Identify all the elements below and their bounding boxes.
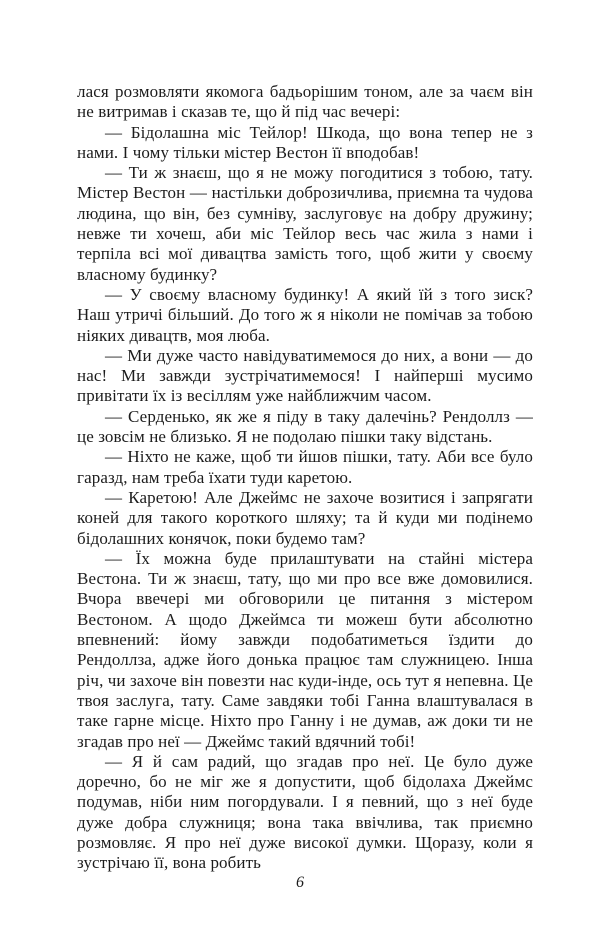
paragraph: — Серденько, як же я піду в таку далечінь? Рендоллз — це зовсім не близько. Я не подолаю пішки таку відстань. [77, 406, 533, 447]
paragraph: лася розмовляти якомога бадьорішим тоном, але за чаєм він не витримав і сказав те, що й під час вечері: [77, 82, 533, 122]
paragraph: — Ніхто не каже, щоб ти йшов пішки, тату. Аби все було гаразд, нам треба їхати туди каретою. [77, 447, 533, 487]
paragraph: — Їх можна буде прилаштувати на стайні містера Вестона. Ти ж знаєш, тату, що ми про все вже домовилися. Вчора ввечері ми обговорили це питання з містером Вестоном. А щодо Джеймса ти можеш бути абсолютно впевнений: йому завжди подобатиметься їздити до Рендоллза, адже його донька працює там служницею. Інша річ, чи захоче він повезти нас куди-інде, ось тут я непевна. Це твоя заслуга, тату. Саме завдяки тобі Ганна влаштувалася в таке гарне місце. Ніхто про Ганну і не думав, аж доки ти не згадав про неї — Джеймс такий вдячний тобі! [77, 548, 533, 751]
paragraph: — Я й сам радий, що згадав про неї. Це було дуже доречно, бо не міг же я допустити, щоб бідолаха Джеймс подумав, ніби ним погордували. І я певний, що з неї буде дуже добра служниця; вона така ввічлива, так приємно розмовляє. Я про неї дуже високої думки. Щоразу, коли я зустрічаю її, вона робить [77, 751, 533, 873]
paragraph: — Каретою! Але Джеймс не захоче возитися і запрягати коней для такого короткого шляху; та й куди ми подінемо бідолашних конячок, поки будемо там? [77, 487, 533, 548]
paragraph: — Бідолашна міс Тейлор! Шкода, що вона тепер не з нами. І чому тільки містер Вестон її вподобав! [77, 122, 533, 162]
paragraph: — У своєму власному будинку! А який їй з того зиск? Наш утричі більший. До того ж я ніколи не помічав за тобою ніяких дивацтв, моя люба. [77, 284, 533, 345]
paragraph: — Ти ж знаєш, що я не можу погодитися з тобою, тату. Містер Вестон — настільки доброзичлива, приємна та чудова людина, що він, без сумніву, заслуговує на добру дружину; невже ти хочеш, аби міс Тейлор весь час жила з нами і терпіла всі мої дивацтва замість того, щоб жити у своєму власному будинку? [77, 163, 533, 284]
paragraph: — Ми дуже часто навідуватимемося до них, а вони — до нас! Ми завжди зустрічатимемося! І найперші мусимо привітати їх із весіллям уже найближчим часом. [77, 345, 533, 406]
page-number: 6 [296, 874, 304, 891]
page-text [77, 82, 533, 874]
